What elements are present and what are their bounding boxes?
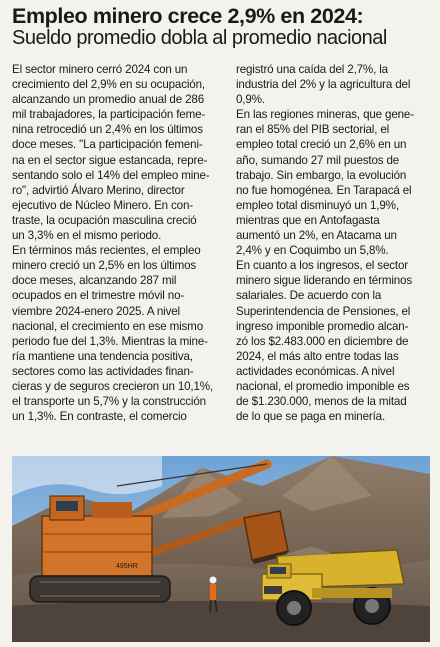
headline: Empleo minero crece 2,9% en 2024: [12, 4, 364, 28]
paragraph-commerce-continuation: registró una caída del 2,7%, la industria del 2% y la agricultura del 0,9%. [236, 63, 411, 107]
article-column-left [12, 62, 222, 424]
subheadline: Sueldo promedio dobla al promedio nacional [12, 27, 387, 49]
truck-window [270, 567, 286, 574]
article-column-right [236, 62, 432, 424]
mining-photo [12, 456, 430, 642]
truck-chassis [312, 588, 392, 598]
paragraph-mining-regions: En las regiones mineras, que gene- ran el 85% del PIB sectorial, el empleo total creció un 2,6% en un año, sumando 27 mil puestos de trabajo. Sin embargo, la evolución no fue homogénea. En Tarapacá el empleo total disminuyó un 1,9%, mientras que en Antofagasta aumentó un 2%, en Atacama un 2,4% y en Coquimbo un 5,8%. [236, 108, 414, 258]
shovel-crawler-track [30, 576, 170, 602]
worker-leg [210, 600, 211, 612]
paragraph-income: En cuanto a los ingresos, el sector minero sigue liderando en términos salariales. De acuerdo con la Superintendencia de Pensiones, el ingreso imponible promedio alcan- zó los $2.483.000 en diciembre de 2024, el más alto entre todas las actividades económicas. A nivel nacional, el promedio imponible es de $1.230.000, menos de la mitad de lo que se paga en minería. [236, 259, 412, 424]
wheel-hub [287, 601, 301, 615]
mining-scene-illustration [12, 456, 430, 642]
paragraph-intro: El sector minero cerró 2024 con un crecimiento del 2,9% en su ocupación, alcanzando un promedio anual de 286 mil trabajadores, la participación feme- nina retrocedió un 2,4% en los últimos doce meses. "La participación femeni- na en el sector sigue estancada, repre- sentando solo el 14% del empleo mine- ro", advirtió Álvaro Merino, director ejecutivo de Núcleo Minero. En con- traste, la ocupación masculina creció un 3,3% en el mismo periodo. [12, 63, 210, 243]
paragraph-recent-employment: En términos más recientes, el empleo minero creció un 2,5% en los últimos doce meses, alcanzando 287 mil ocupados en el trimestre móvil no- viembre 2024-enero 2025. A nivel nacional, el crecimiento en ese mismo periodo fue del 1,3%. Mientras la mine- ría mantiene una tendencia positiva, sectores como las actividades finan- cieras y de seguros crecieron un 10,1%, el transporte un 5,7% y la construcción un 1,3%. En contraste, el comercio [12, 244, 214, 424]
shovel-marking: 495HR [116, 563, 138, 570]
worker-helmet [210, 577, 217, 584]
cab-window [56, 501, 78, 511]
shovel-gantry [92, 502, 132, 518]
truck-grille [264, 586, 282, 594]
worker-vest [210, 584, 216, 600]
wheel-hub [365, 599, 379, 613]
